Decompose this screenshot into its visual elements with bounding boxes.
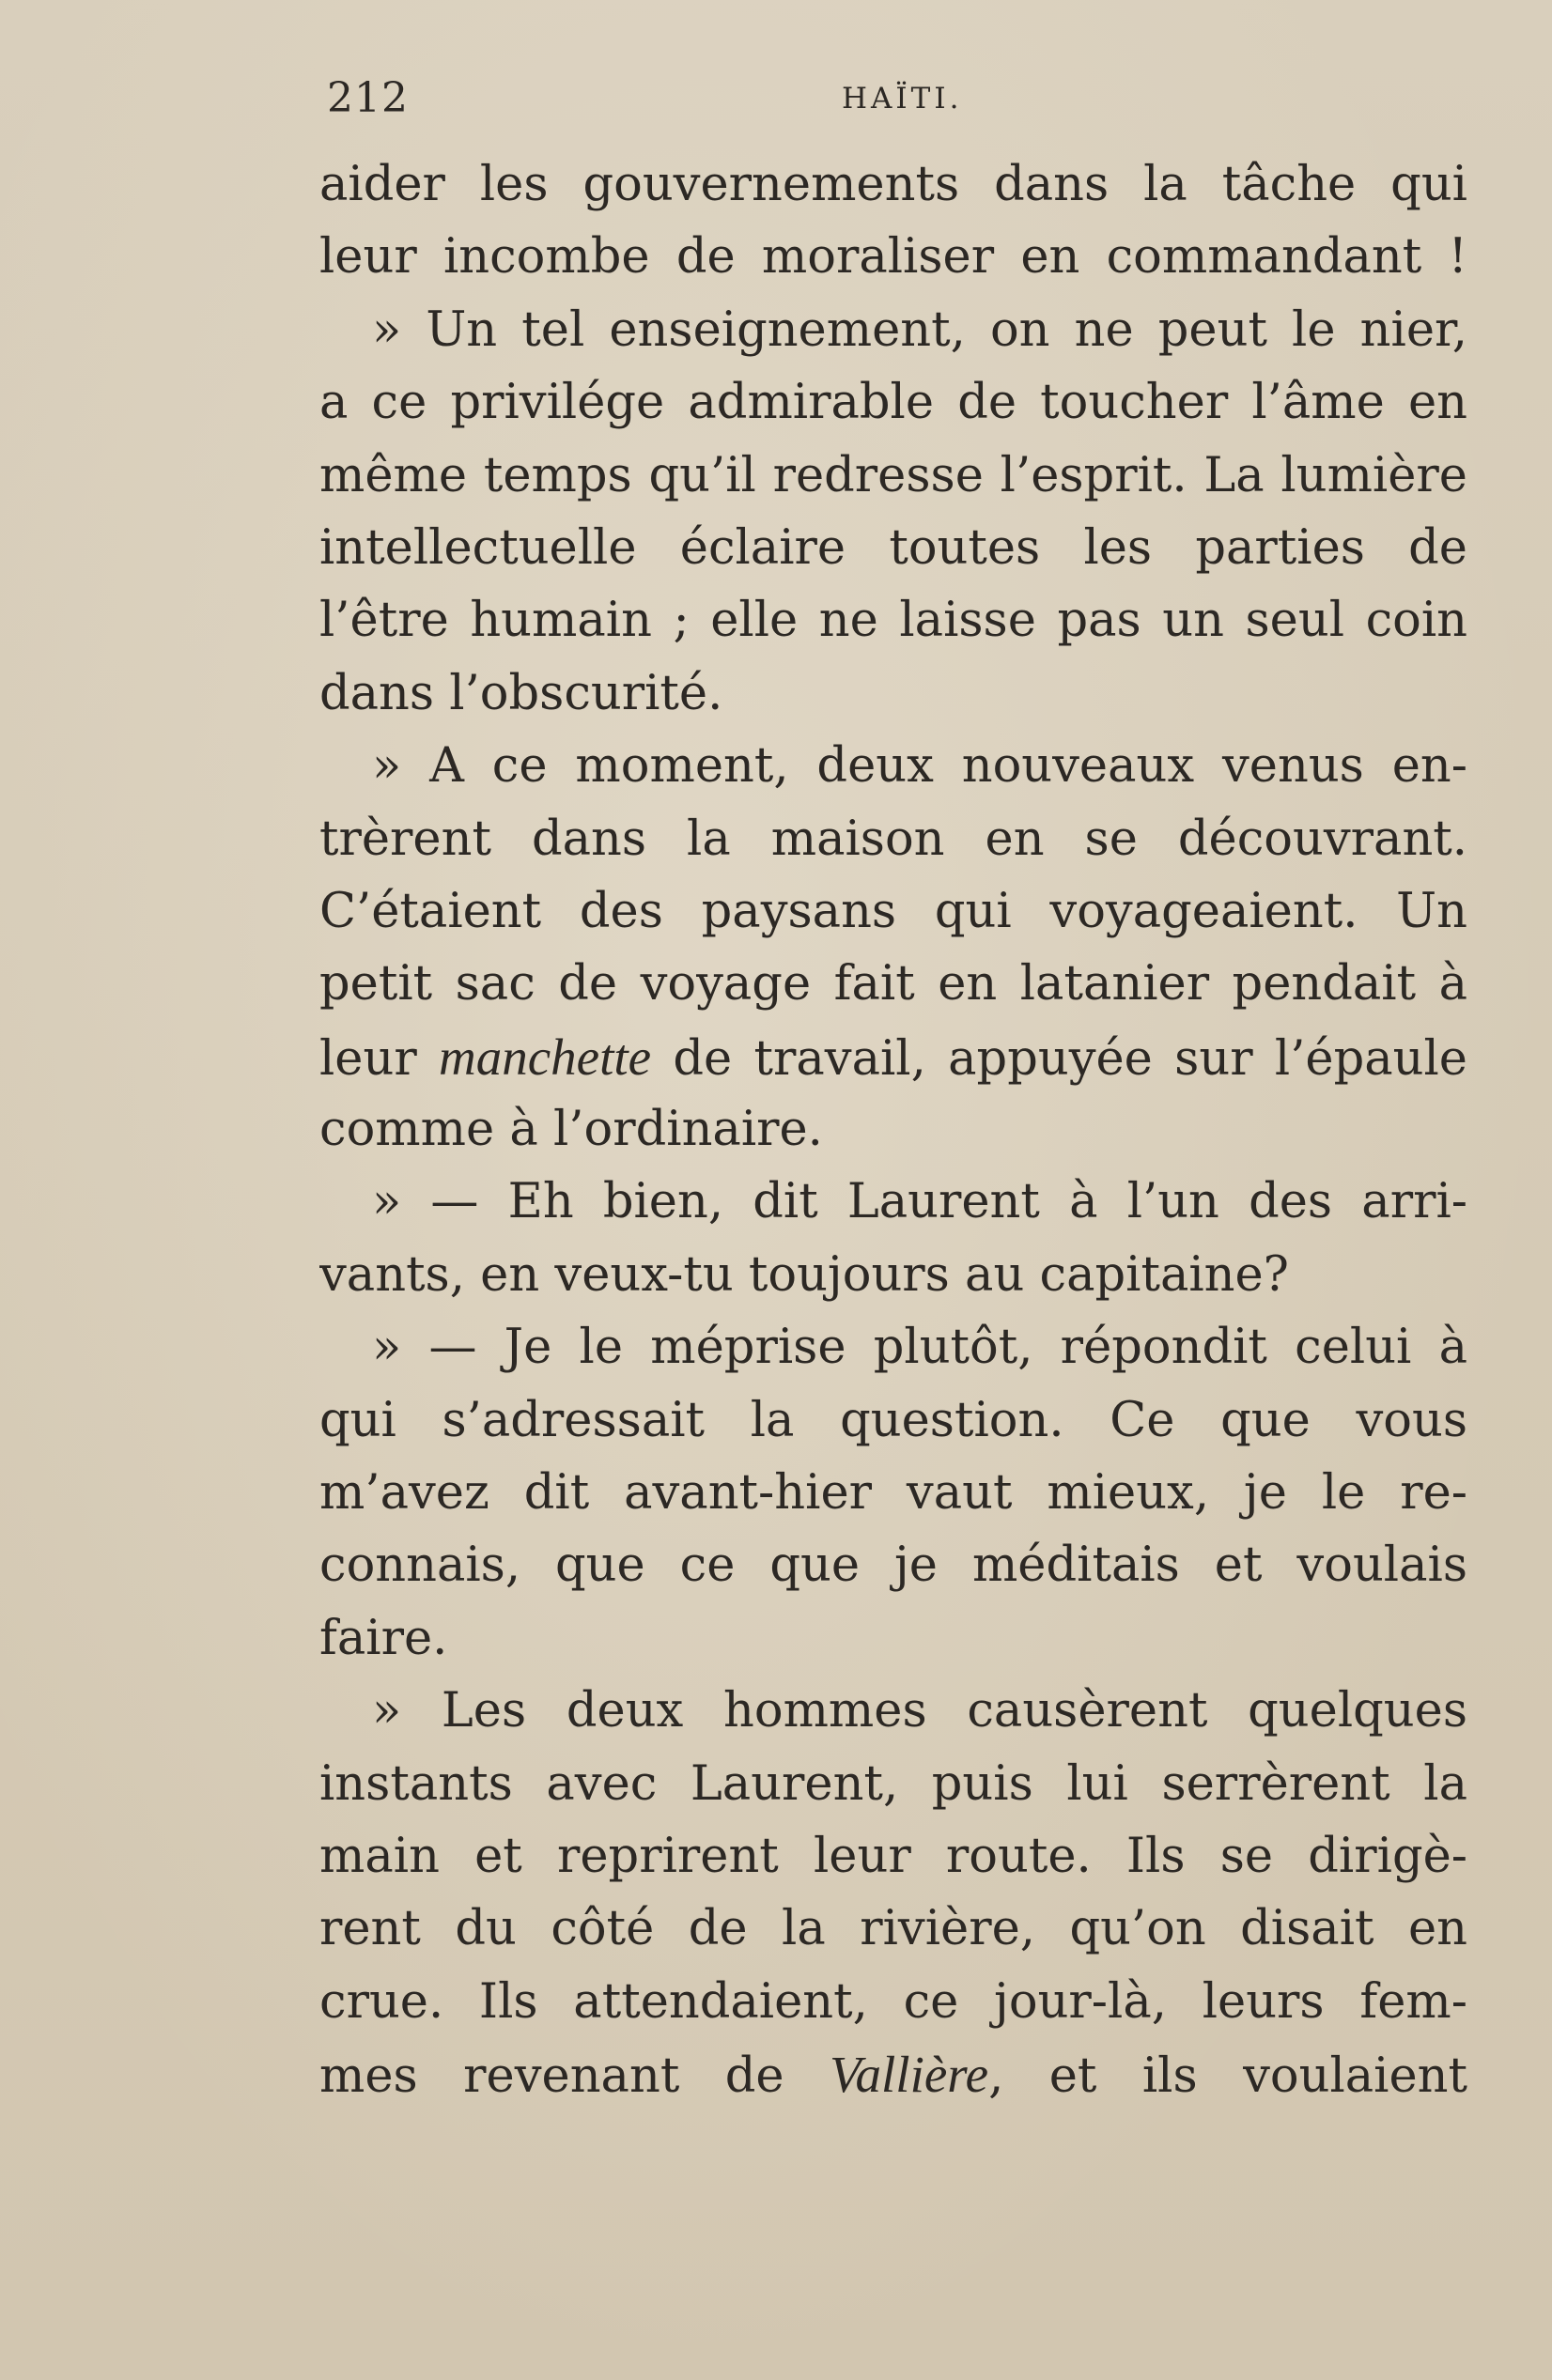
text-line-16: vants, en veux-tu toujours au capitaine? (319, 1246, 1290, 1303)
text-line-6: intellectuelle éclaire toutes les parties de (319, 519, 1467, 576)
running-title: HAÏTI. (842, 82, 963, 116)
text-line-27-before: mes revenant de (319, 2048, 830, 2105)
italic-word-valliere: Vallière (830, 2046, 989, 2104)
text-line-15: » — Eh bien, dit Laurent à l’un des arri- (372, 1174, 1467, 1230)
text-line-25: rent du côté de la rivière, qu’on disait en (319, 1901, 1467, 1957)
text-line-8: dans l’obscurité. (319, 665, 723, 721)
text-line-5: même temps qu’il redresse l’esprit. La lumière (319, 447, 1467, 503)
text-line-11: C’étaient des paysans qui voyageaient. Un (319, 883, 1467, 939)
running-head (327, 66, 1466, 131)
text-line-23: instants avec Laurent, puis lui serrèrent la (319, 1755, 1467, 1812)
page-number: 212 (327, 74, 409, 122)
text-line-27-after: , et ils voulaient (988, 2048, 1467, 2105)
text-line-2: leur incombe de moraliser en commandant ! (319, 229, 1467, 286)
text-line-13 (319, 1021, 1467, 1093)
text-line-22: » Les deux hommes causèrent quelques (372, 1683, 1467, 1739)
text-line-21: faire. (319, 1610, 448, 1666)
text-line-12: petit sac de voyage fait en latanier pendait à (319, 956, 1467, 1012)
text-line-3: » Un tel enseignement, on ne peut le nier, (372, 301, 1467, 358)
text-line-17: » — Je le méprise plutôt, répondit celui à (372, 1320, 1467, 1376)
text-line-4: a ce privilége admirable de toucher l’âme en (319, 375, 1467, 431)
text-line-10: trèrent dans la maison en se découvrant. (319, 811, 1467, 867)
text-line-9: » A ce moment, deux nouveaux venus en- (372, 738, 1467, 795)
text-line-27 (319, 2038, 1467, 2110)
text-line-24: main et reprirent leur route. Ils se dirigè- (319, 1828, 1467, 1884)
text-line-14: comme à l’ordinaire. (319, 1102, 823, 1158)
text-line-13-after: de travail, appuyée sur l’épaule (651, 1030, 1467, 1087)
text-line-18: qui s’adressait la question. Ce que vous (319, 1392, 1467, 1448)
text-line-19: m’avez dit avant-hier vaut mieux, je le re- (319, 1465, 1467, 1522)
text-line-1: aider les gouvernements dans la tâche qui (319, 157, 1467, 212)
text-line-26: crue. Ils attendaient, ce jour-là, leurs fem- (319, 1973, 1467, 2030)
text-line-13-before: leur (319, 1030, 440, 1087)
text-line-20: connais, que ce que je méditais et voulais (319, 1538, 1467, 1594)
italic-word-manchette: manchette (439, 1028, 652, 1086)
body-text (319, 148, 1467, 2111)
text-line-7: l’être humain ; elle ne laisse pas un seul coin (319, 593, 1467, 649)
